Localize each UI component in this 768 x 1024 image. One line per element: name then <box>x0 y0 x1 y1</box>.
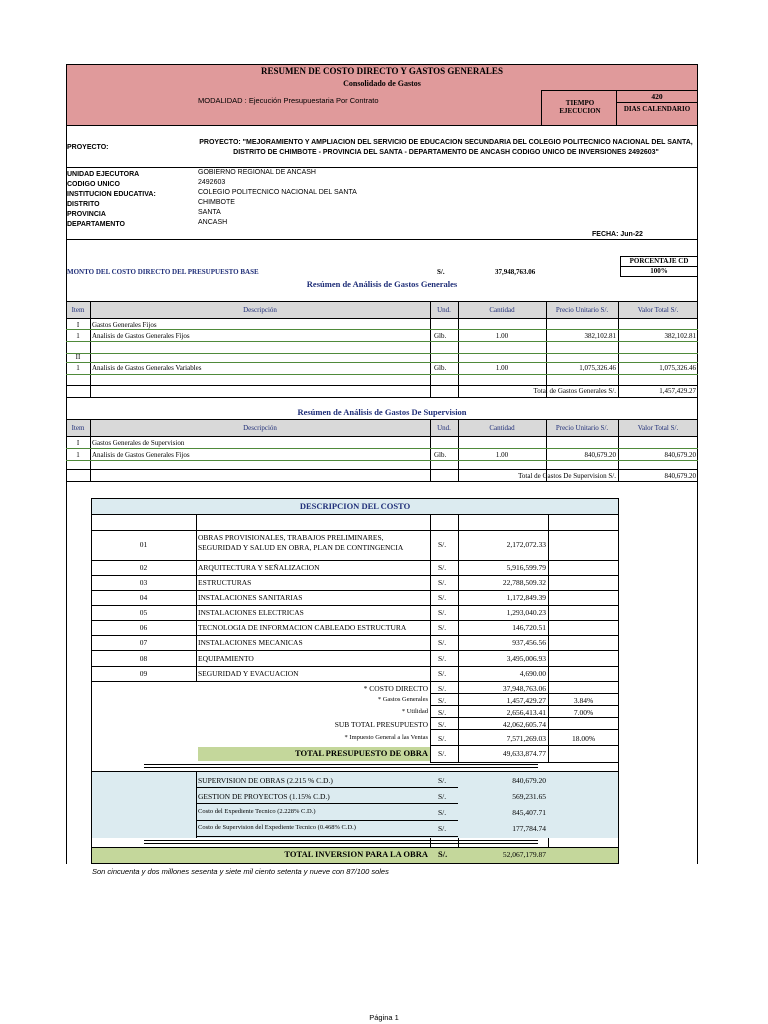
costo-row-line <box>430 745 619 746</box>
costo-item-value: 1,293,040.23 <box>506 608 546 617</box>
costo-row-line <box>91 635 619 636</box>
extra-value: 840,679.20 <box>512 776 546 785</box>
summary-value: 1,457,429.27 <box>506 696 546 705</box>
costo-item-desc: INSTALACIONES ELECTRICAS <box>198 608 304 617</box>
costo-item-desc: ESTRUCTURAS <box>198 578 252 587</box>
total-inversion-label: TOTAL INVERSION PARA LA OBRA <box>284 849 428 859</box>
extra-label: Costo de Supervision del Expediente Tecnico (0.468% C.D.) <box>198 824 356 831</box>
gs-header-und: Und. <box>437 424 451 432</box>
costo-col-line <box>430 515 431 762</box>
gg-row-line <box>66 341 698 342</box>
costo-item-desc: SEGURIDAD Y EVACUACION <box>198 669 299 678</box>
double-line <box>144 767 538 768</box>
costo-item-code: 08 <box>139 654 148 663</box>
proyecto-section <box>66 126 698 168</box>
total-presupuesto-label: TOTAL PRESUPUESTO DE OBRA <box>295 748 428 758</box>
costo-item-value: 937,456.56 <box>512 638 546 647</box>
gg-header-desc: Descripción <box>243 306 277 314</box>
costo-row-line <box>91 590 619 591</box>
costo-item-currency: S/. <box>438 638 447 647</box>
gg-header-item: Item <box>71 306 85 314</box>
costo-row-line <box>430 717 619 718</box>
summary-label: * Gastos Generales <box>377 696 428 703</box>
summary-currency: S/. <box>438 720 447 729</box>
summary-currency: S/. <box>438 696 447 705</box>
costo-item-currency: S/. <box>438 623 447 632</box>
extra-label: Costo del Expediente Tecnico (2.228% C.D.) <box>198 808 316 815</box>
gg-row-item: 1 <box>76 364 80 372</box>
gg-row-line <box>66 329 698 330</box>
costo-item-desc: OBRAS PROVISIONALES, TRABAJOS PRELIMINARES, <box>198 533 384 542</box>
modalidad-label: MODALIDAD : Ejecución Presupuestaria Por Contrato <box>198 96 379 105</box>
costo-item-currency: S/. <box>438 654 447 663</box>
gs-total-value: 840,679.20 <box>664 472 696 480</box>
report-subtitle: Consolidado de Gastos <box>343 79 421 88</box>
costo-item-code: 07 <box>139 638 148 647</box>
gs-row-und: Glb. <box>434 451 447 459</box>
extra-value: 177,784.74 <box>512 824 546 833</box>
extra-value: 845,407.71 <box>512 808 546 817</box>
gg-col-line <box>430 301 431 397</box>
monto-currency: S/. <box>437 268 445 276</box>
extra-label: GESTION DE PROYECTOS (1.15% C.D.) <box>198 792 330 801</box>
costo-item-currency: S/. <box>438 608 447 617</box>
extra-col-line <box>196 771 197 838</box>
monto-label: MONTO DEL COSTO DIRECTO DEL PRESUPUESTO BASE <box>67 268 259 276</box>
gs-header-item: Item <box>71 424 85 432</box>
double-line <box>144 843 538 844</box>
porcentaje-value: 100% <box>650 267 668 275</box>
info-value: CHIMBOTE <box>198 199 235 206</box>
costo-item-value: 3,495,006.93 <box>506 654 546 663</box>
tiempo-hline <box>616 102 698 103</box>
extra-currency: S/. <box>438 824 447 833</box>
costo-col-line <box>196 515 197 681</box>
gs-row-cant: 1.00 <box>495 451 509 459</box>
gg-total-label: Total de Gastos Generales S/. <box>533 387 616 395</box>
costo-item-value: 5,916,599.79 <box>506 563 546 572</box>
gg-row-line <box>66 374 698 375</box>
info-value: GOBIERNO REGIONAL DE ANCASH <box>198 169 316 176</box>
gs-row-desc: Analisis de Gastos Generales Fijos <box>92 451 190 459</box>
gg-row-desc: Analisis de Gastos Generales Fijos <box>92 332 190 340</box>
gg-col-line <box>90 301 91 397</box>
gg-frame <box>66 280 698 400</box>
gs-row-line <box>66 460 698 461</box>
costo-item-desc: EQUIPAMIENTO <box>198 654 254 663</box>
report-title: RESUMEN DE COSTO DIRECTO Y GASTOS GENERALES <box>261 66 503 76</box>
info-value: SANTA <box>198 209 221 216</box>
total-inversion-value: 52,067,179.87 <box>502 850 546 859</box>
gg-row-pu: 382,102.81 <box>584 332 616 340</box>
costo-row-line <box>91 575 619 576</box>
info-label: DEPARTAMENTO <box>67 221 125 228</box>
info-value: 2492603 <box>198 179 226 186</box>
gg-row-total: 382,102.81 <box>664 332 696 340</box>
summary-currency: S/. <box>438 708 447 717</box>
total-presupuesto-currency: S/. <box>438 749 447 758</box>
summary-value: 37,948,763.06 <box>502 684 546 693</box>
gg-row-cant: 1.00 <box>495 364 509 372</box>
gg-row-line <box>66 353 698 354</box>
gg-row-item: I <box>76 321 80 329</box>
gg-row-und: Glb. <box>434 364 447 372</box>
summary-pct: 7.00% <box>573 708 594 717</box>
gg-col-line <box>546 301 547 397</box>
gs-header-total: Valor Total S/. <box>637 424 679 432</box>
costo-row-line <box>91 530 619 531</box>
gg-header-total: Valor Total S/. <box>637 306 679 314</box>
costo-item-value: 146,720.51 <box>512 623 546 632</box>
gg-row-item: 1 <box>76 332 80 340</box>
info-label: CODIGO UNICO <box>67 181 120 188</box>
double-line <box>144 764 538 765</box>
gs-row-item: 1 <box>76 451 80 459</box>
summary-value: 7,571,269.03 <box>506 734 546 743</box>
gg-row-total: 1,075,326.46 <box>659 364 696 372</box>
gs-header-pu: Precio Unitario S/. <box>555 424 609 432</box>
total-inversion-currency: S/. <box>438 849 448 859</box>
costo-row-line <box>91 666 619 667</box>
gg-row-pu: 1,075,326.46 <box>579 364 616 372</box>
dias-label: DIAS CALENDARIO <box>623 105 691 113</box>
info-label: UNIDAD EJECUTORA <box>67 171 140 178</box>
costo-item-currency: S/. <box>438 563 447 572</box>
costo-item-currency: S/. <box>438 540 447 549</box>
costo-row-line <box>91 620 619 621</box>
summary-value: 42,062,605.74 <box>502 720 546 729</box>
info-value: COLEGIO POLITECNICO NACIONAL DEL SANTA <box>198 189 357 196</box>
gg-row-line <box>66 362 698 363</box>
gastos-supervision-title: Resúmen de Análisis de Gastos De Supervision <box>297 407 467 417</box>
costo-item-code: 04 <box>139 593 148 602</box>
costo-item-currency: S/. <box>438 593 447 602</box>
costo-col-line <box>548 515 549 762</box>
costo-item-code: 03 <box>139 578 148 587</box>
gg-col-line <box>458 301 459 397</box>
gg-col-line <box>618 301 619 397</box>
costo-item-code: 06 <box>139 623 148 632</box>
porcentaje-label: PORCENTAJE CD <box>629 257 689 265</box>
gs-row-pu: 840,679.20 <box>584 451 616 459</box>
gs-total-label: Total de Gastos De Supervision S/. <box>518 472 616 480</box>
info-section <box>66 168 698 240</box>
summary-label: * Utilidad <box>401 708 428 715</box>
costo-row-line <box>91 681 619 682</box>
gs-row-total: 840,679.20 <box>664 451 696 459</box>
gg-header-und: Und. <box>437 306 451 314</box>
costo-item-desc: INSTALACIONES SANITARIAS <box>198 593 303 602</box>
costo-item-code: 01 <box>139 540 148 549</box>
gs-row-line <box>66 481 698 482</box>
gg-header-cant: Cantidad <box>489 306 515 314</box>
info-label: PROVINCIA <box>67 211 106 218</box>
costo-title: DESCRIPCION DEL COSTO <box>299 501 411 511</box>
total-presupuesto-value: 49,633,874.77 <box>502 749 546 758</box>
costo-item-value: 2,172,072.33 <box>506 540 546 549</box>
extra-row-line <box>196 787 458 788</box>
info-value: ANCASH <box>198 219 228 226</box>
gg-row-desc: Gastos Generales Fijos <box>92 321 157 329</box>
summary-label: * COSTO DIRECTO <box>363 684 428 693</box>
gg-row-item: II <box>75 353 81 361</box>
fecha: FECHA: Jun-22 <box>592 231 643 238</box>
summary-label: SUB TOTAL PRESUPUESTO <box>334 720 428 729</box>
costo-row-line <box>91 605 619 606</box>
gg-row-desc: Analisis de Gastos Generales Variables <box>92 364 202 372</box>
costo-row-line <box>430 693 619 694</box>
gg-row-line <box>66 397 698 398</box>
gg-row-line <box>66 385 698 386</box>
tiempo-value: 420 <box>651 92 663 101</box>
gs-row-item: I <box>76 439 80 447</box>
gs-header-desc: Descripción <box>243 424 277 432</box>
summary-pct: 18.00% <box>571 734 596 743</box>
extra-row-line <box>196 836 458 837</box>
extra-currency: S/. <box>438 776 447 785</box>
tiempo-label: TIEMPO EJECUCION <box>559 99 601 115</box>
extra-label: SUPERVISION DE OBRAS (2.215 % C.D.) <box>198 776 333 785</box>
gs-row-line <box>66 469 698 470</box>
gg-row-cant: 1.00 <box>495 332 509 340</box>
extra-row-line <box>196 820 458 821</box>
costo-item-code: 02 <box>139 563 148 572</box>
costo-row-line <box>430 762 619 763</box>
extra-currency: S/. <box>438 808 447 817</box>
summary-label: * Impuesto General a las Ventas <box>344 734 428 741</box>
extra-value: 569,231.65 <box>512 792 546 801</box>
gastos-generales-title: Resúmen de Análisis de Gastos Generales <box>306 279 458 289</box>
gg-row-und: Glb. <box>434 332 447 340</box>
gg-total-value: 1,457,429.27 <box>659 387 696 395</box>
costo-item-code: 09 <box>139 669 148 678</box>
costo-item-value: 4,690.00 <box>519 669 546 678</box>
summary-pct: 3.84% <box>573 696 594 705</box>
summary-currency: S/. <box>438 684 447 693</box>
costo-item-value: 22,788,509.32 <box>502 578 546 587</box>
costo-row-line <box>91 650 619 651</box>
info-label: INSTITUCION EDUCATIVA: <box>67 191 156 198</box>
gg-header-pu: Precio Unitario S/. <box>555 306 609 314</box>
extra-currency: S/. <box>438 792 447 801</box>
total-inversion-line <box>91 847 619 848</box>
info-label: DISTRITO <box>67 201 100 208</box>
costo-item-currency: S/. <box>438 578 447 587</box>
costo-item-desc: SEGURIDAD Y SALUD EN OBRA, PLAN DE CONTINGENCIA <box>198 543 404 552</box>
extra-row-line <box>91 771 619 772</box>
costo-item-desc: TECNOLOGIA DE INFORMACION CABLEADO ESTRUCTURA <box>198 623 407 632</box>
costo-item-value: 1,172,849.39 <box>506 593 546 602</box>
page-number: Página 1 <box>369 1013 399 1022</box>
costo-item-desc: INSTALACIONES MECANICAS <box>198 638 303 647</box>
costo-row-line <box>430 729 619 730</box>
summary-currency: S/. <box>438 734 447 743</box>
gs-row-line <box>66 448 698 449</box>
gs-header-cant: Cantidad <box>489 424 515 432</box>
proyecto-label: PROYECTO: <box>67 144 109 151</box>
costo-item-desc: ARQUITECTURA Y SEÑALIZACION <box>198 563 320 572</box>
costo-item-currency: S/. <box>438 669 447 678</box>
costo-row-line <box>91 560 619 561</box>
monto-value: 37,948,763.06 <box>495 268 536 276</box>
proyecto-text-line2: DISTRITO DE CHIMBOTE - PROVINCIA DEL SANTA - DEPARTAMENTO DE ANCASH CODIGO UNICO DE INVERSIONES 2492603" <box>233 149 659 156</box>
costo-row-line <box>430 705 619 706</box>
gs-row-desc: Gastos Generales de Supervision <box>92 439 185 447</box>
monto-en-letras: Son cincuenta y dos millones sesenta y siete mil ciento setenta y nueve con 87/100 soles <box>92 867 389 876</box>
double-line <box>144 840 538 841</box>
extra-row-line <box>196 803 458 804</box>
proyecto-text-line1: PROYECTO: "MEJORAMIENTO Y AMPLIACION DEL SERVICIO DE EDUCACION SECUNDARIA DEL COLEGIO POLITECNICO NACIONAL DEL SANTA, <box>199 139 693 146</box>
costo-item-code: 05 <box>139 608 148 617</box>
summary-value: 2,656,413.41 <box>506 708 546 717</box>
